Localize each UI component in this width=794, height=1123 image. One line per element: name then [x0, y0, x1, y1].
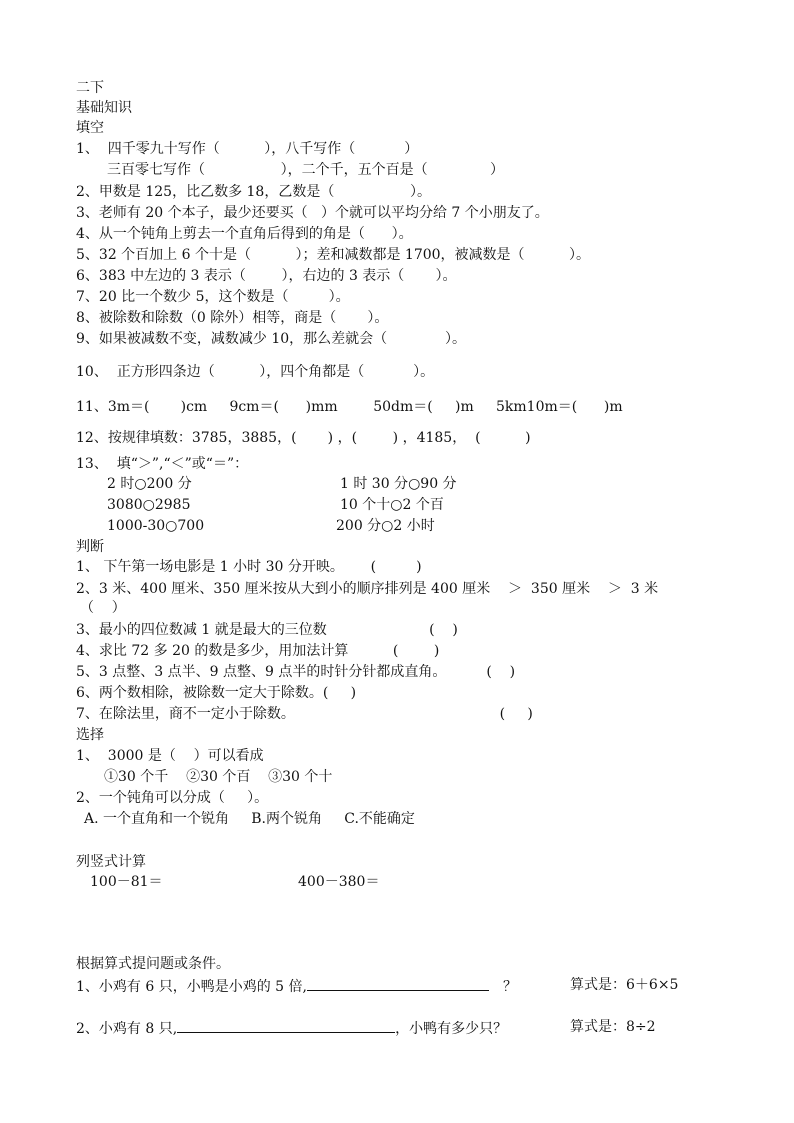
fill-q2: 2、甲数是 125，比乙数多 18，乙数是（ ）。: [76, 184, 431, 200]
answer-blank[interactable]: [307, 975, 489, 991]
choice-q1: 1、 3000 是（ ）可以看成: [76, 748, 264, 764]
word-q2: [76, 1017, 507, 1039]
fill-q7: 7、20 比一个数少 5，这个数是（ ）。: [76, 289, 350, 305]
compare-item: 2 时○200 分: [107, 476, 192, 492]
compare-item: 200 分○2 小时: [336, 518, 435, 534]
choice-q1-options: ①30 个千 ②30 个百 ③30 个十: [104, 769, 333, 785]
word-q2-formula: 算式是：8÷2: [570, 1019, 656, 1035]
choice-q2-options: A. 一个直角和一个锐角 B.两个锐角 C.不能确定: [84, 811, 415, 827]
fill-q4: 4、从一个钝角上剪去一个直角后得到的角是（ ）。: [76, 226, 413, 242]
word-q2-tail: ，小鸭有多少只？: [395, 1021, 508, 1037]
fill-q8: 8、被除数和除数（0 除外）相等，商是（ ）。: [76, 310, 389, 326]
choice-heading: 选择: [76, 727, 104, 743]
word-q1-mark: ？: [502, 979, 517, 995]
word-q1: [76, 975, 517, 997]
section-basic: 基础知识: [76, 100, 132, 116]
judge-q1: 1、 下午第一场电影是 1 小时 30 分开映。 ( ): [76, 559, 422, 575]
fill-q5: 5、32 个百加上 6 个十是（ ）；差和减数都是 1700，被减数是（ ）。: [76, 247, 591, 263]
judge-q6: 6、两个数相除，被除数一定大于除数。( ): [76, 685, 357, 701]
fill-q10: 10、 正方形四条边（ ），四个角都是（ ）。: [76, 364, 435, 380]
choice-q2: 2、一个钝角可以分成（ ）。: [76, 790, 269, 806]
compare-item: 3080○2985: [107, 497, 191, 513]
word-q1-text: 1、小鸡有 6 只，小鸭是小鸡的 5 倍,: [76, 979, 307, 995]
judge-heading: 判断: [76, 539, 104, 555]
judge-q2-line1: 2、3 米、400 厘米、350 厘米按从大到小的顺序排列是 400 厘米 ＞ 350 厘米 ＞ 3 米: [76, 581, 659, 597]
fill-q9: 9、如果被减数不变，减数减少 10，那么差就会（ ）。: [76, 331, 467, 347]
compare-item: 1000-30○700: [107, 518, 205, 534]
calc-expression-1: 100－81＝: [90, 874, 163, 890]
fill-q12: 12、按规律填数：3785，3885，( ) ，( ) ，4185， ( ): [76, 430, 531, 446]
fill-q6: 6、383 中左边的 3 表示（ ），右边的 3 表示（ ）。: [76, 268, 457, 284]
compare-item: 1 时 30 分○90 分: [340, 476, 457, 492]
judge-q2-line2: （ ）: [80, 600, 126, 616]
fill-q1-line2: 三百零七写作（ ），二个千，五个百是（ ）: [107, 162, 504, 178]
judge-q7: 7、在除法里，商不一定小于除数。 ( ): [76, 706, 533, 722]
fill-q1-line1: 1、 四千零九十写作（ ），八千写作（ ）: [76, 141, 419, 157]
fill-q11: 11、3m＝( )cm 9cm＝( )mm 50dm＝( )m 5km10m＝( )m: [76, 399, 623, 415]
word-q1-formula: 算式是：6＋6×5: [570, 977, 679, 993]
judge-q4: 4、求比 72 多 20 的数是多少，用加法计算 ( ): [76, 643, 440, 659]
fill-q3: 3、老师有 20 个本子，最少还要买（ ）个就可以平均分给 7 个小朋友了。: [76, 205, 549, 221]
calc-heading: 列竖式计算: [76, 854, 146, 870]
word-q2-text: 2、小鸡有 8 只,: [76, 1021, 178, 1037]
word-heading: 根据算式提问题或条件。: [76, 956, 230, 972]
fill-q13-heading: 13、 填“＞”,“＜”或“＝”：: [76, 456, 249, 472]
judge-q3: 3、最小的四位数减 1 就是最大的三位数 ( ): [76, 622, 458, 638]
compare-item: 10 个十○2 个百: [340, 497, 444, 513]
judge-q5: 5、3 点整、3 点半、9 点整、9 点半的时针分针都成直角。 ( ): [76, 664, 516, 680]
grade-title: 二下: [76, 80, 104, 96]
fill-heading: 填空: [76, 120, 104, 136]
answer-blank[interactable]: [177, 1017, 395, 1033]
calc-expression-2: 400－380＝: [298, 874, 380, 890]
